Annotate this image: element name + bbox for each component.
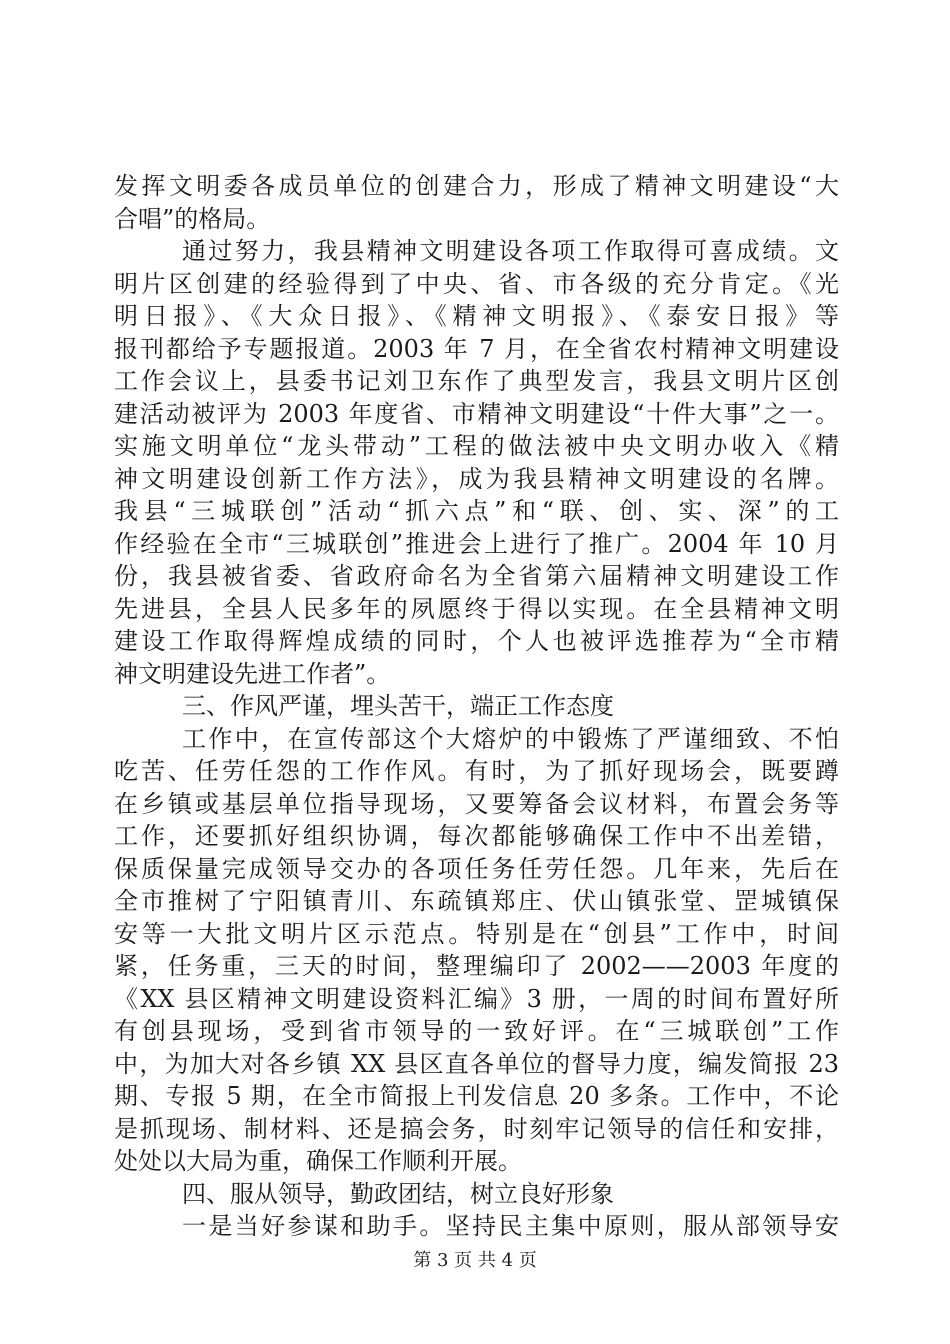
text-line: 在乡镇或基层单位指导现场，又要筹备会议材料，布置会务等 <box>114 789 839 818</box>
text-line: 是抓现场、制材料、还是搞会务，时刻牢记领导的信任和安排， <box>114 1114 839 1143</box>
text-line: 一是当好参谋和助手。坚持民主集中原则，服从部领导安 <box>182 1212 839 1240</box>
text-line: 工作会议上，县委书记刘卫东作了典型发言，我县文明片区创 <box>114 367 839 395</box>
text-line: 处处以大局为重，确保工作顺利开展。 <box>114 1147 522 1175</box>
text-line: 全市推树了宁阳镇青川、东疏镇郑庄、伏山镇张堂、罡城镇保 <box>114 887 839 915</box>
text-line: 明片区创建的经验得到了中央、省、市各级的充分肯定。《光 <box>114 269 839 298</box>
text-line: 作经验在全市“三城联创”推进会上进行了推广。2004 年 10 月 <box>114 529 839 558</box>
text-line: 保质保量完成领导交办的各项任务任劳任怨。几年来，先后在 <box>114 854 839 883</box>
text-line: 报刊都给予专题报道。2003 年 7 月，在全省农村精神文明建设 <box>114 334 839 363</box>
text-line: 建设工作取得辉煌成绩的同时，个人也被评选推荐为“全市精 <box>114 627 839 655</box>
text-line: 期、专报 5 期，在全市简报上刊发信息 20 多条。工作中，不论 <box>114 1082 839 1110</box>
text-line: 有创县现场，受到省市领导的一致好评。在“三城联创”工作 <box>114 1017 839 1045</box>
text-line: 吃苦、任劳任怨的工作作风。有时，为了抓好现场会，既要蹲 <box>114 757 839 785</box>
text-line: 实施文明单位“龙头带动”工程的做法被中央文明办收入《精 <box>114 432 839 460</box>
section-heading: 三、作风严谨，埋头苦干，端正工作态度 <box>182 692 614 720</box>
text-line: 《XX 县区精神文明建设资料汇编》3 册，一周的时间布置好所 <box>114 984 839 1013</box>
text-line: 中，为加大对各乡镇 XX 县区直各单位的督导力度，编发简报 23 <box>114 1049 839 1078</box>
text-line: 神文明建设创新工作方法》，成为我县精神文明建设的名牌。 <box>114 464 839 493</box>
text-line: 神文明建设先进工作者”。 <box>114 659 391 688</box>
text-line: 明日报》、《大众日报》、《精神文明报》、《泰安日报》等 <box>114 302 839 330</box>
text-line: 通过努力，我县精神文明建设各项工作取得可喜成绩。文 <box>182 237 839 265</box>
text-line: 我县“三城联创”活动“抓六点”和“联、创、实、深”的工 <box>114 497 839 525</box>
text-line: 建活动被评为 2003 年度省、市精神文明建设“十件大事”之一。 <box>114 399 839 428</box>
text-line: 安等一大批文明片区示范点。特别是在“创县”工作中，时间 <box>114 919 839 948</box>
page-footer <box>0 1246 950 1272</box>
text-line: 工作中，在宣传部这个大熔炉的中锻炼了严谨细致、不怕 <box>182 724 839 753</box>
page-number: 第 3 页 共 4 页 <box>413 1250 537 1271</box>
text-line: 紧，任务重，三天的时间，整理编印了 2002——2003 年度的 <box>114 952 839 980</box>
section-heading: 四、服从领导，勤政团结，树立良好形象 <box>182 1179 614 1208</box>
text-line: 份，我县被省委、省政府命名为全省第六届精神文明建设工作 <box>114 562 839 590</box>
text-line: 发挥文明委各成员单位的创建合力，形成了精神文明建设“大 <box>114 172 839 200</box>
text-line: 合唱”的格局。 <box>114 204 271 233</box>
text-line: 工作，还要抓好组织协调，每次都能够确保工作中不出差错， <box>114 822 839 850</box>
text-line: 先进县，全县人民多年的夙愿终于得以实现。在全县精神文明 <box>114 594 839 623</box>
body-text <box>114 170 839 1243</box>
